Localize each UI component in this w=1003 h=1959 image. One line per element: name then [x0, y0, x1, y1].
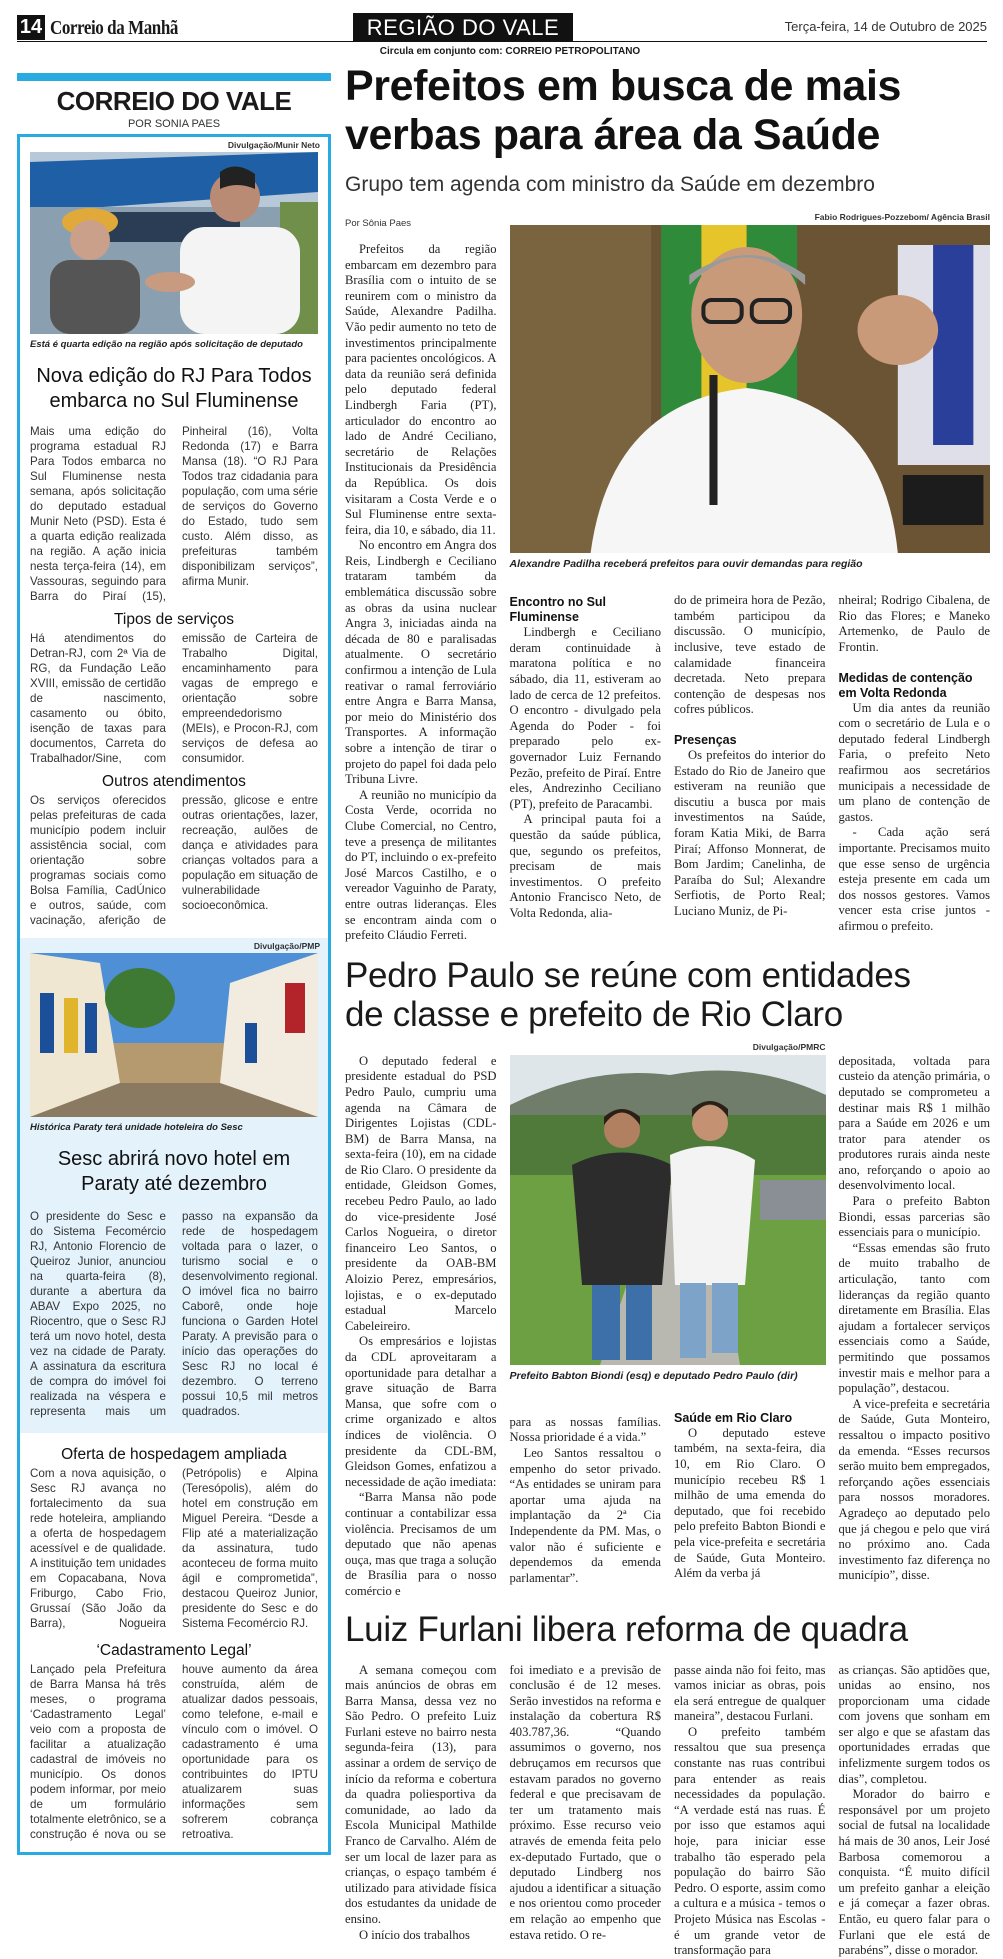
section-subheading: Saúde em Rio Claro	[674, 1410, 793, 1425]
article-column	[674, 1409, 826, 1582]
paragraph: depositada, voltada para custeio da atenção primária, o deputado se comprometeu a destinar mais R$ 1 milhão para a Saúde em 2026 e um trator para atender os produtores rurais ainda neste ano, reforçando o apoio ao desenvolvimento local.	[838, 1053, 990, 1193]
section-label: REGIÃO DO VALE	[353, 13, 573, 42]
paragraph: - Cada ação será importante. Precisamos muito que esse senso de urgência esteja presente em cada um dos nossos gestores. Vamos vencer esta crise juntos - afirmou o prefeito.	[838, 825, 990, 933]
paragraph: foi imediato e a previsão de conclusão é de 12 meses. Serão investidos na reforma e instalação da cobertura R$ 403.787,36. “Quando assumimos o governo, nos debruçamos em recursos que estavam parados no governo federal e que precisavam de ter um tratamento mais próximo. Esse recurso veio através de emenda feita pelo ex-deputado Furtado, que o deputado Lindberg nos ajudou a identificar a situação e nos orientou como proceder em relação ao empenho que estava retido. O re-	[509, 1662, 661, 1942]
column-author: POR SONIA PAES	[127, 118, 221, 130]
paragraph: Lindbergh e Ceciliano deram continuidade à maratona política e no sábado, dia 11, estiveram ao lado de cerca de 12 prefeitos. O encontro - divulgado pela Agenda do Poder - foi preparado pelo ex-governador Luiz Fernando Pezão, prefeito de Piraí. Entre eles, Andrezinho Ceciliano (PT), prefeito de Paracambi.	[509, 625, 661, 811]
photo-image	[510, 1055, 826, 1365]
paragraph: “Essas emendas são fruto de muito trabalho de articulação, tanto com lideranças da região quanto diretamente em Brasília. Elas ajudam a fortalecer serviços essenciais como a Saúde, permitindo que possamos investir mais e melhor para a população”, destacou.	[838, 1240, 990, 1396]
paragraph: nheiral; Rodrigo Cibalena, de Rio das Flores; e Maneko Artemenko, de Paulo de Frontin.	[838, 593, 990, 654]
article-first-column	[345, 212, 497, 944]
article-column	[839, 1663, 991, 1959]
paragraph: do de primeira hora de Pezão, também participou da discussão. O município, inclusive, teve estado de calamidade financeira decretada. Neto prepara contenção de despesas nos cofres públicos.	[674, 593, 826, 717]
story-body: Mais uma edição do programa estadual RJ Para Todos embarca no Sul Fluminense nesta semana, após solicitação do deputado estadual Munir Neto (PSD). Esta é a quarta edição realizada na região. A ação inicia nesta terça-feira (14), em Vassouras, seguindo para Barra do Piraí (15), Pinheiral (16), Volta Redonda (17) e Barra Mansa (18). “O RJ Para Todos traz cidadania para população, com uma série de serviços do Governo do Estado, tudo sem custo. Além disso, as prefeituras também disponibilizam serviços”, afirma Munir.	[30, 425, 318, 603]
article-column	[674, 593, 826, 919]
story-title: Nova edição do RJ Para Todos embarca no Sul Fluminense	[36, 365, 312, 412]
story-body: Lançado pela Prefeitura de Barra Mansa há três meses, o programa ‘Cadastramento Legal’ veio com a proposta de facilitar a atualização cadastral de imóveis no município. Os donos podem informar, por meio de um formulário totalmente eletrônico, se a construção é nova ou se houve aumento da área construída, além de atualizar dados pessoais, como telefone, e-mail e vínculo com o imóvel. O cadastramento é uma oportunidade para os contribuintes do IPTU atualizarem suas informações sem sofrerem cobrança retroativa.	[30, 1663, 318, 1841]
paragraph: Um dia antes da reunião com o secretário de Lula e o deputado federal Lindbergh Faria, o prefeito Neto reafirmou aos secretários municipais a necessidade de um plano de contenção de gastos.	[838, 700, 990, 824]
photo-caption: Prefeito Babton Biondi (esq) e deputado Pedro Paulo (dir)	[509, 1369, 798, 1382]
article-figure	[510, 212, 991, 584]
paragraph: Os empresários e lojistas da CDL aproveitaram a oportunidade para detalhar a grave situação de Barra Mansa, que sofre com o crime organizado e altos índices de violência. O presidente da CDL-BM, Gleidson Gomes, enfatizou a necessidade de ação imediata:	[345, 1334, 497, 1489]
article-figure	[510, 1042, 826, 1396]
column-title: CORREIO DO VALE	[56, 86, 292, 116]
photo-caption: Histórica Paraty terá unidade hoteleira do Sesc	[30, 1122, 243, 1133]
paragraph: No encontro em Angra dos Reis, Lindbergh e Ceciliano trataram também da emblemática discussão sobre as obras da usina nuclear Angra 3, iniciadas ainda na década de 80 e paralisadas atualmente. O secretário confirmou a intenção de Lula reativar o ramal ferroviário entre Angra e Barra Mansa, por meio do Ministério dos Transportes. A informação sobre a intenção de tirar o projeto do papel foi dada pelo Tribuna Livre.	[345, 538, 497, 787]
article-column	[510, 593, 662, 921]
photo-padilha	[510, 225, 991, 553]
paragraph: O deputado federal e presidente estadual do PSD Pedro Paulo, cumpriu uma agenda na Câmara de Dirigentes Lojistas (CDL-BM) de Barra Mansa, na sexta-feira (10), em na cidade de Rio Claro. O presidente da entidade, Gleidson Gomes, recebeu Pedro Paulo, ao lado do vice-presidente José Carlos Nogueira, o diretor financeiro Leo Santos, o presidente da OAB-BM Aloizio Perez, empresários, lojistas, e o ex-deputado estadual Marcelo Cabeleireiro.	[345, 1053, 497, 1333]
headline-line: verbas para área da Saúde	[345, 111, 880, 159]
paragraph: O início dos trabalhos	[359, 1927, 470, 1942]
headline-line: Prefeitos em busca de mais	[345, 62, 902, 110]
paragraph: A principal pauta foi a questão da saúde pública, que, segundo os prefeitos, precisam de mais investimentos. O prefeito Antonio Francisco Neto, de Volta Redonda, alia-	[509, 812, 661, 920]
sidebar-accent-bar	[17, 73, 331, 81]
headline-line: de classe e prefeito de Rio Claro	[345, 994, 843, 1034]
section-subheading: Presenças	[674, 732, 737, 747]
photo-rj-para-todos	[30, 152, 318, 334]
circulation-note: Circula em conjunto com: CORREIO PETROPOLITANO	[379, 46, 641, 57]
paragraph: Morador do bairro e responsável por um projeto social de futsal na localidade há mais de 30 anos, Leir José Barbosa comemorou a conquista. “É muito difícil um prefeito ganhar a eleição e já começar a fazer obras. Então, eu quero falar para o Furlani que ele está de parabéns”, disse o morador.	[838, 1787, 990, 1958]
article-column	[839, 593, 991, 934]
article-column	[510, 1663, 662, 1944]
story-subheading: Outros atendimentos	[102, 773, 246, 790]
article-column	[510, 1409, 662, 1587]
paragraph: Para o prefeito Babton Biondi, essas parcerias são essenciais para o município.	[838, 1194, 990, 1240]
article-column	[674, 1663, 826, 1959]
photo-image	[510, 225, 991, 553]
byline: Por Sônia Paes	[345, 218, 412, 229]
article-pedro-paulo	[345, 1042, 990, 1600]
story-body: Os serviços oferecidos pelas prefeituras de cada município podem incluir assistência social, com orientação sobre programas sociais como Bolsa Família, CadÚnico e outros, saúde, com vacinação, aferição de pressão, glicose e entre outras orientações, lazer, recreação, aulões de dança e atividades para crianças voltados para a população em situação de vulnerabilidade socioeconômica.	[30, 794, 318, 927]
paragraph: “Barra Mansa não pode continuar a contabilizar essa violência. Precisamos de um deputado que não apenas ouça, mas que traga a solução de Brasília para o nosso comércio e	[345, 1490, 497, 1598]
paragraph: Os prefeitos do interior do Estado do Rio de Janeiro que estiveram na reunião que discutiu a busca por mais investimentos na Saúde, foram Katia Miki, de Barra Piraí; Affonso Monnerat, de Bom Jardim; Canelinha, de Paraíba do Sul; Alexandre Serfiotis, de Porto Real; Luciano Muniz, de Pi-	[674, 747, 826, 918]
article-prefeitos	[345, 212, 990, 944]
issue-date: Terça-feira, 14 de Outubro de 2025	[784, 19, 987, 34]
main-content	[345, 62, 990, 1959]
photo-caption: Alexandre Padilha receberá prefeitos para ouvir demandas para região	[509, 558, 863, 570]
story-subheading: Oferta de hospedagem ampliada	[61, 1446, 287, 1463]
photo-pedro-paulo	[510, 1055, 826, 1365]
photo-credit: Divulgação/PMP	[253, 941, 320, 951]
article-furlani	[345, 1663, 990, 1959]
section-subheading: Encontro no Sul Fluminense	[509, 595, 607, 625]
photo-paraty	[30, 953, 318, 1117]
sidebar-box	[17, 134, 331, 1855]
story-subheading: ‘Cadastramento Legal’	[96, 1642, 252, 1659]
section-subheading: Medidas de contenção em Volta Redonda	[838, 670, 973, 700]
headline: Luiz Furlani libera reforma de quadra	[345, 1609, 908, 1649]
paragraph: A reunião no município da Costa Verde, ocorrida no Clube Comercial, no Centro, teve a presença de militantes do PT, incluindo o ex-prefeito José Marcos Castilho, e o vereador Vaguinho de Paraty, entre outras lideranças. Eles se encontram ainda com o prefeito Cláudio Ferreti.	[345, 787, 497, 943]
photo-image	[30, 152, 318, 334]
sesc-story	[20, 938, 328, 1433]
article-column	[345, 1663, 497, 1944]
story-subheading: Tipos de serviços	[113, 611, 235, 628]
story-body: O presidente do Sesc e do Sistema Fecomércio RJ, Antonio Florencio de Queiroz Junior, anunciou na quarta-feira (8), durante a abertura da ABAV Expo 2025, no Riocentro, que o Sesc RJ terá um novo hotel, desta vez na cidade de Paraty. A assinatura da escritura de compra do imóvel foi realizada na véspera e representa mais um passo na expansão da rede de hospedagem voltada para o lazer, o turismo social e o desenvolvimento regional. O imóvel fica no bairro Caborê, onde hoje funciona o Garden Hotel Paraty. A previsão para o início das operações do Sesc RJ no local é dezembro. O terreno possui 10,5 mil metros quadrados.	[30, 1210, 318, 1418]
story-title: Sesc abrirá novo hotel em Paraty até dezembro	[57, 1148, 291, 1195]
paragraph: Prefeitos da região embarcam em dezembro para Brasília com o intuito de se reunirem com o ministro da Saúde, Alexandre Padilha. Vão pedir aumento no teto de investimentos principalmente para pacientes oncológicos. A data da reunião será definida pelo deputado federal Lindbergh Faria (PT), articulador do encontro ao lado de André Ceciliano, secretário de Relações Institucionais da Presidência da República. Os dois visitaram a Costa Verde e o Sul Fluminense entre sexta-feira, dia 10, e sábado, dia 11.	[345, 242, 497, 537]
paragraph: O prefeito também ressaltou que sua presença constante nas ruas contribui para entender as reais necessidades da população. “A verdade está nas ruas. É por isso que estamos aqui hoje, para iniciar esse trabalho tão esperado pela população do bairro São Pedro. O esporte, assim como a cultura e a música - temos o Projeto Música nas Escolas - é um grande vetor de transformação para	[674, 1724, 826, 1958]
headline-line: Pedro Paulo se reúne com entidades	[345, 955, 911, 995]
paragraph: A vice-prefeita e secretária de Saúde, Guta Monteiro, ressaltou o impacto positivo da emenda. “Esses recursos serão muito bem empregados, reforçando ações essenciais para nossos moradores. Agradeço ao deputado pelo que já chegou e pelo que virá no próximo ano. Cada investimento faz diferença no município”, disse.	[838, 1396, 990, 1583]
paragraph: Leo Santos ressaltou o empenho do setor privado. “As entidades se uniram para aportar uma ajuda na implantação da 2ª Cia Independente da PM. Mas, o valor não é suficiente e dependemos da emenda parlamentar”.	[509, 1446, 661, 1585]
headline-block	[345, 956, 990, 1034]
header-divider	[17, 41, 987, 42]
paragraph: O deputado esteve também, na sexta-feira, dia 10, em Rio Claro. O município recebeu R$ 1 milhão de uma emenda do deputado, que foi recebido pelo prefeito Babton Biondi e pela vice-prefeita e secretária de Saúde, Guta Monteiro. Além da verba já	[674, 1425, 826, 1581]
photo-credit: Divulgação/Munir Neto	[227, 140, 320, 150]
paragraph: A semana começou com mais anúncios de obras em Barra Mansa, dessa vez no São Pedro. O prefeito Luiz Furlani esteve no bairro nesta segunda-feira (13), para assinar a ordem de serviço de início da reforma e cobertura da quadra poliesportiva da comunidade, ao lado da Escola Municipal Mathilde Franco de Carvalho. Além de ser um local de lazer para as crianças, o espaço também é utilizado para atividade física dos estudantes da unidade de ensino.	[345, 1662, 497, 1926]
photo-credit: Fabio Rodrigues-Pozzebom/ Agência Brasil	[814, 212, 990, 222]
article-column	[839, 1042, 991, 1584]
paragraph: as crianças. São aptidões que, unidas ao ensino, nos proporcionam uma cidade com jovens que sonham em ser algo e que se afastam das oportunidades erradas que infelizmente surgem todos os dias”, completou.	[838, 1662, 990, 1786]
photo-image	[30, 953, 318, 1117]
article-subtitle: Grupo tem agenda com ministro da Saúde em dezembro	[345, 173, 875, 196]
paragraph: para as nossas famílias. Nossa prioridade é a vida.”	[509, 1414, 661, 1445]
photo-caption: Está é quarta edição na região após solicitação de deputado	[30, 339, 303, 350]
article-column	[345, 1042, 497, 1600]
article-column	[345, 242, 497, 944]
paragraph: passe ainda não foi feito, mas vamos iniciar as obras, pois ela será entregue de qualquer maneira”, destacou Furlani.	[674, 1662, 826, 1724]
newspaper-logo: Correio da Manhã	[50, 17, 178, 39]
photo-credit: Divulgação/PMRC	[752, 1041, 826, 1052]
story-body: Com a nova aquisição, o Sesc RJ avança no fortalecimento da sua rede hoteleira, ampliando a oferta de hospedagem acessível e de qualidade. A instituição tem unidades em Copacabana, Nova Friburgo, Cabo Frio, Grussaí (São João da Barra), Nogueira (Petrópolis) e Alpina (Teresópolis), além do hotel em construção em Miguel Pereira. “Desde a Flip até a materialização da assinatura, tudo aconteceu de forma muito ágil e comprometida”, destacou Queiroz Junior, presidente do Sesc e do Sistema Fecomércio RJ.	[30, 1467, 318, 1630]
story-body: Há atendimentos do Detran-RJ, com 2ª Via de RG, da Fundação Leão XVIII, emissão de certidão de nascimento, casamento ou óbito, isenção de taxas para documentos, Carreta do Trabalhador/Sine, com emissão de Carteira de Trabalho Digital, encaminhamento para vagas de emprego e orientação sobre empreendedorismo (MEIs), e Procon-RJ, com serviços de defesa ao consumidor.	[30, 632, 318, 765]
page-number: 14	[17, 15, 45, 40]
